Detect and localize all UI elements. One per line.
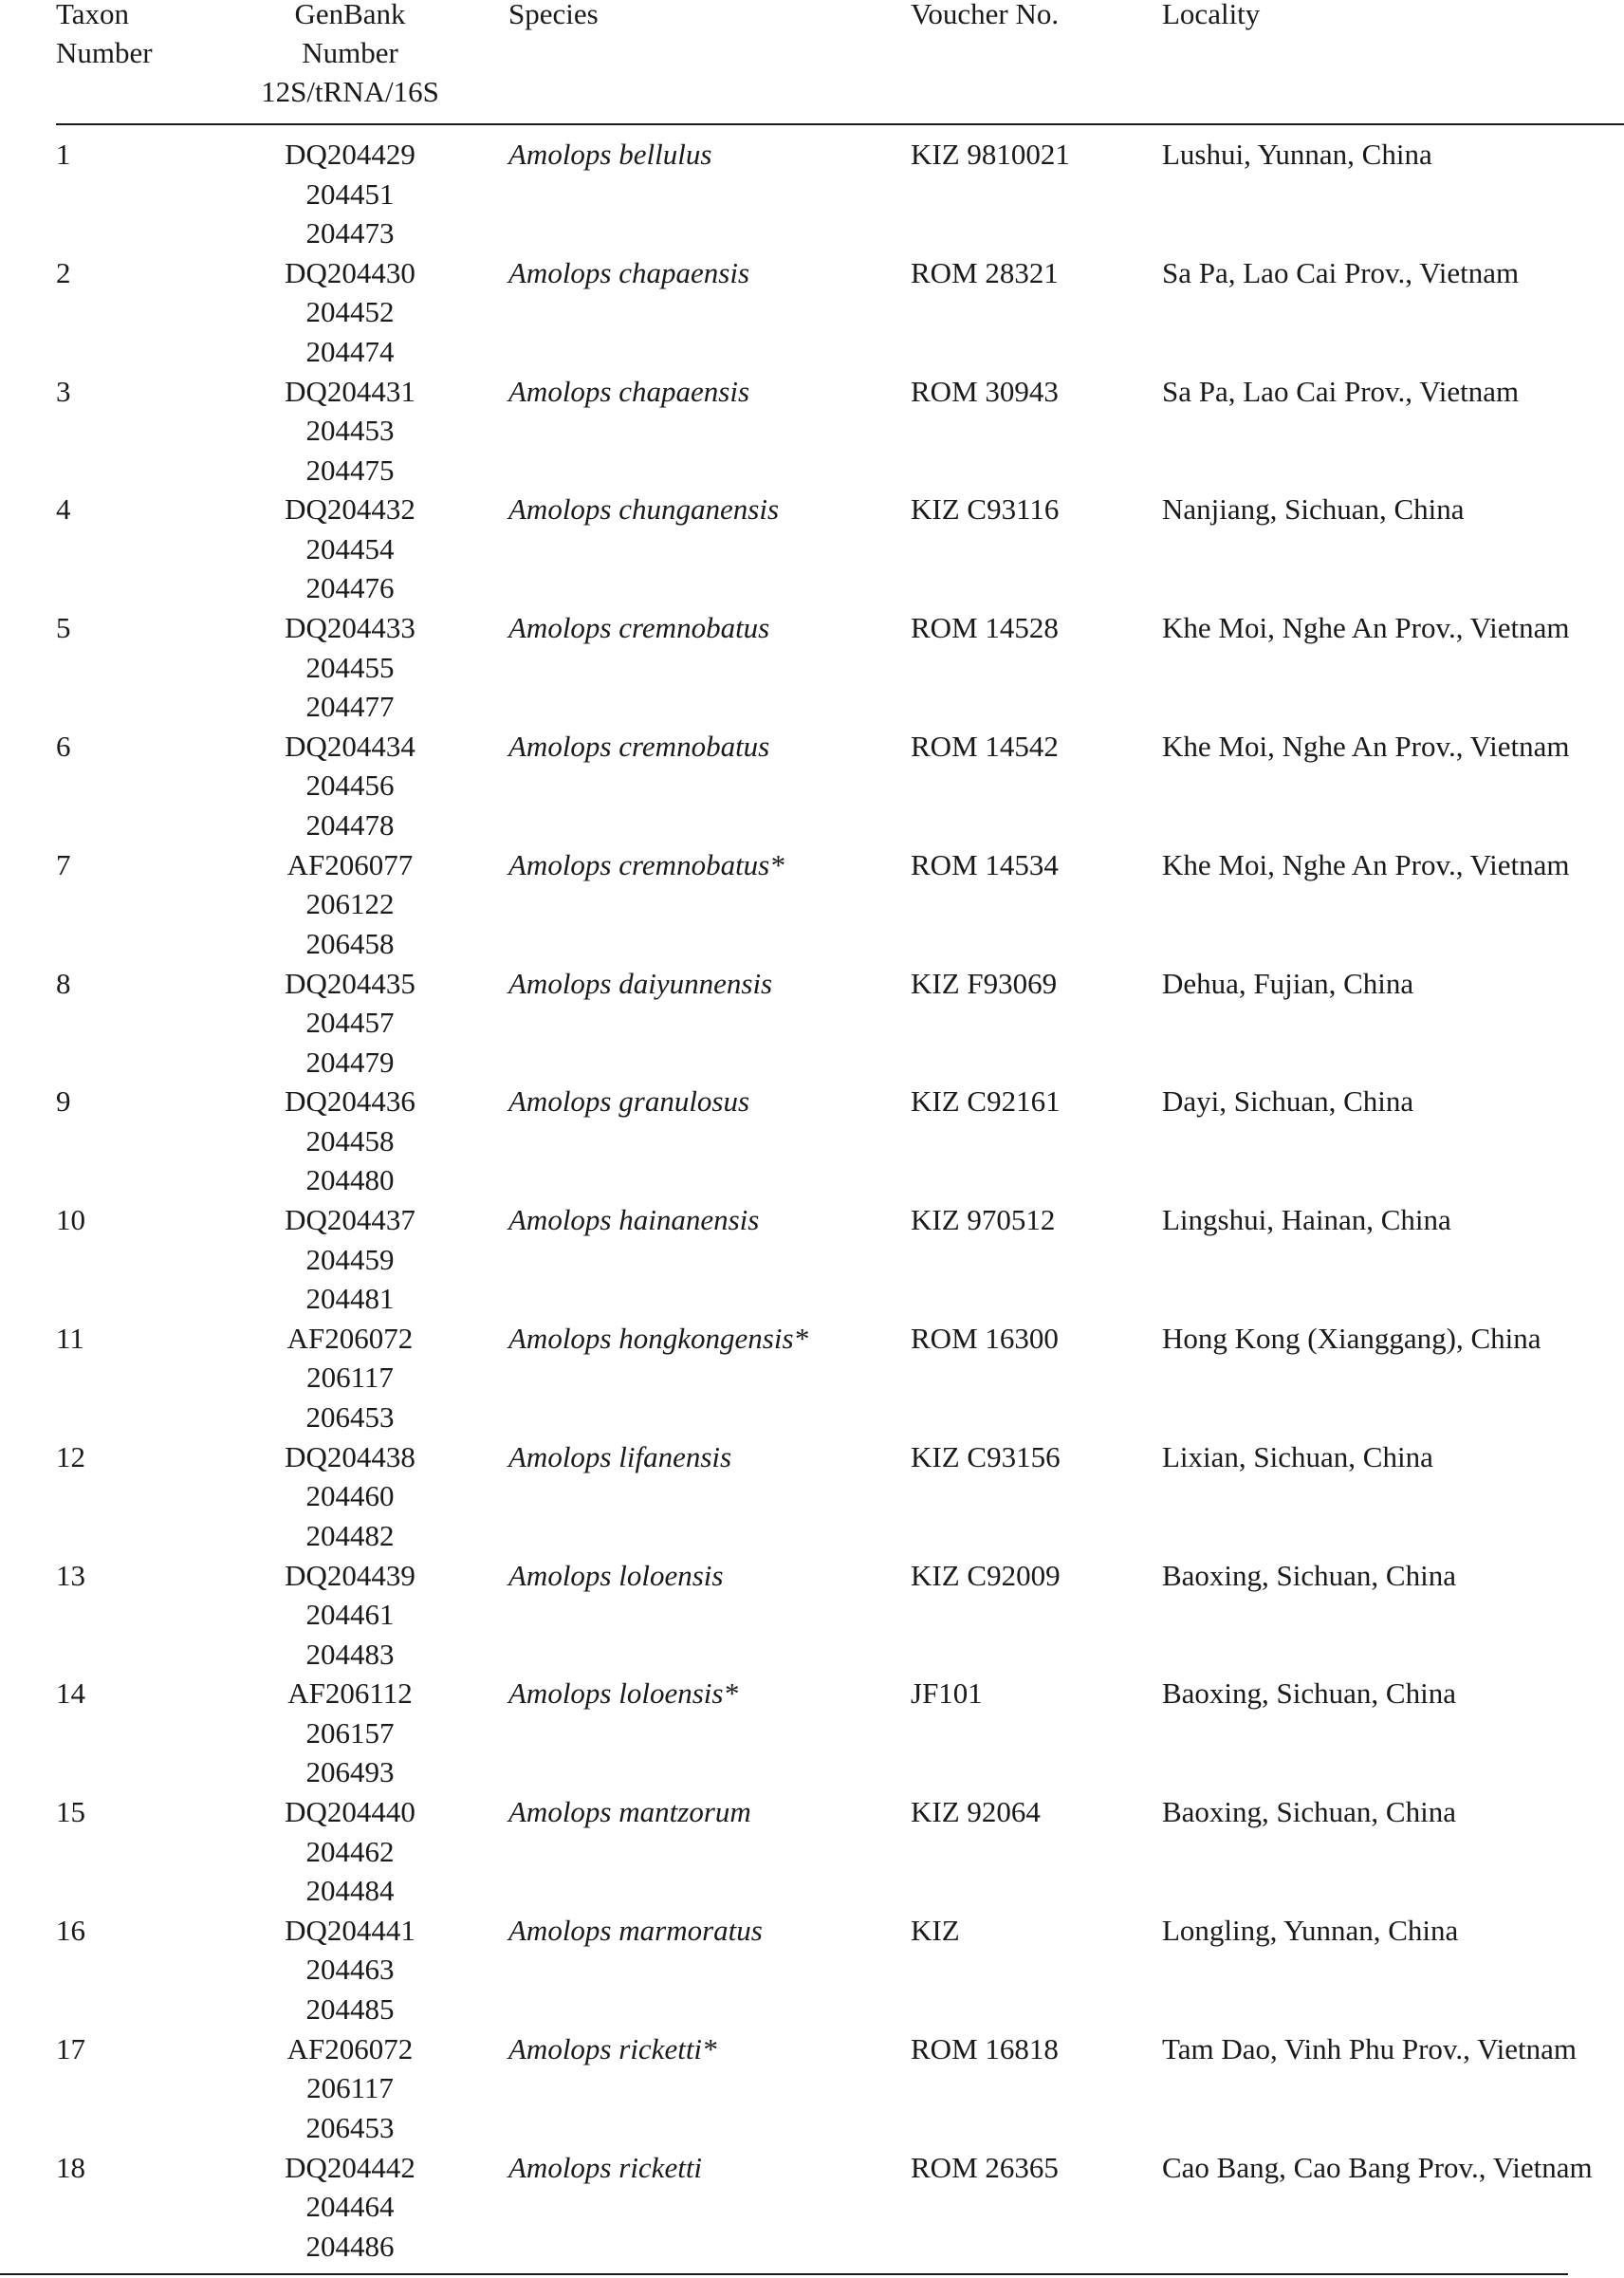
genbank-accession: 206458 bbox=[305, 926, 395, 960]
taxon-number-cell: 8 bbox=[56, 966, 71, 1000]
genbank-accession: 204451 bbox=[305, 176, 395, 211]
table-row bbox=[56, 1082, 1624, 1200]
genbank-accession: 204482 bbox=[305, 1518, 395, 1552]
genbank-accession: 206117 bbox=[306, 1361, 394, 1395]
genbank-accession: AF206112 bbox=[287, 1676, 413, 1711]
genbank-accession: 204481 bbox=[305, 1282, 395, 1316]
genbank-cell bbox=[208, 2148, 492, 2267]
species-cell: Amolops chapaensis bbox=[508, 374, 750, 408]
species-cell: Amolops ricketti* bbox=[508, 2031, 717, 2065]
genbank-accession: DQ204436 bbox=[285, 1084, 415, 1119]
genbank-cell bbox=[208, 727, 492, 845]
taxon-number-cell: 1 bbox=[56, 138, 71, 171]
genbank-accession: DQ204442 bbox=[285, 2150, 415, 2184]
genbank-accession: 204478 bbox=[305, 807, 395, 842]
table-row bbox=[56, 1792, 1624, 1911]
genbank-accession: 204477 bbox=[305, 690, 395, 724]
table-header bbox=[56, 0, 1624, 123]
locality-cell: Lixian, Sichuan, China bbox=[1162, 1439, 1433, 1473]
genbank-cell bbox=[208, 135, 492, 253]
genbank-cell bbox=[208, 1200, 492, 1319]
voucher-cell: KIZ C93156 bbox=[911, 1439, 1061, 1473]
header-voucher: Voucher No. bbox=[911, 0, 1060, 30]
species-cell: Amolops mantzorum bbox=[508, 1795, 751, 1829]
genbank-cell bbox=[208, 845, 492, 964]
table-row bbox=[56, 135, 1624, 253]
voucher-cell: KIZ C92161 bbox=[911, 1084, 1061, 1119]
genbank-cell bbox=[208, 253, 492, 372]
genbank-cell bbox=[208, 490, 492, 608]
genbank-accession: 204480 bbox=[305, 1163, 395, 1197]
genbank-accession: DQ204437 bbox=[285, 1203, 415, 1237]
genbank-accession: DQ204439 bbox=[285, 1558, 415, 1592]
table-row bbox=[56, 490, 1624, 608]
locality-cell: Sa Pa, Lao Cai Prov., Vietnam bbox=[1162, 374, 1520, 408]
taxon-number-cell: 11 bbox=[56, 1321, 84, 1355]
genbank-accession: DQ204433 bbox=[285, 611, 415, 645]
header-locality: Locality bbox=[1162, 0, 1261, 30]
genbank-cell bbox=[208, 1911, 492, 2029]
locality-cell: Hong Kong (Xianggang), China bbox=[1162, 1321, 1541, 1355]
genbank-accession: DQ204432 bbox=[285, 492, 415, 527]
genbank-cell bbox=[208, 2029, 492, 2148]
taxon-number-cell: 5 bbox=[56, 611, 71, 645]
voucher-cell: ROM 16818 bbox=[911, 2031, 1059, 2065]
genbank-accession: 204484 bbox=[305, 1874, 395, 1908]
genbank-accession: 204479 bbox=[305, 1045, 395, 1079]
genbank-accession: 206157 bbox=[305, 1715, 395, 1750]
taxon-number-cell: 18 bbox=[56, 2150, 85, 2184]
table-row bbox=[56, 1200, 1624, 1319]
genbank-accession: DQ204434 bbox=[285, 729, 415, 763]
genbank-cell bbox=[208, 608, 492, 727]
locality-cell: Khe Moi, Nghe An Prov., Vietnam bbox=[1162, 729, 1570, 763]
table-row bbox=[56, 1556, 1624, 1675]
genbank-accession: AF206072 bbox=[286, 1321, 414, 1355]
genbank-accession: DQ204429 bbox=[285, 138, 415, 171]
species-cell: Amolops chunganensis bbox=[508, 492, 780, 527]
genbank-accession: 206493 bbox=[305, 1755, 395, 1789]
genbank-cell bbox=[208, 1674, 492, 1792]
table-body bbox=[56, 135, 1624, 2266]
genbank-accession: 204453 bbox=[305, 414, 395, 448]
header-taxon-line: Number bbox=[56, 36, 153, 69]
taxon-number-cell: 2 bbox=[56, 255, 71, 289]
genbank-accession: 204454 bbox=[305, 531, 395, 565]
header-genbank-line: GenBank bbox=[294, 0, 406, 30]
taxon-number-cell: 12 bbox=[56, 1439, 85, 1473]
taxon-number-cell: 15 bbox=[56, 1795, 85, 1829]
voucher-cell: KIZ C93116 bbox=[911, 492, 1060, 527]
genbank-cell bbox=[208, 1319, 492, 1437]
taxon-number-cell: 16 bbox=[56, 1913, 85, 1947]
header-genbank-line: Number bbox=[302, 36, 398, 69]
voucher-cell: ROM 14534 bbox=[911, 847, 1059, 881]
species-cell: Amolops loloensis* bbox=[508, 1676, 738, 1711]
genbank-accession: 206453 bbox=[305, 1399, 395, 1434]
table-row bbox=[56, 608, 1624, 727]
species-cell: Amolops marmoratus bbox=[508, 1913, 763, 1947]
genbank-accession: DQ204438 bbox=[285, 1439, 415, 1473]
voucher-cell: ROM 28321 bbox=[911, 255, 1059, 289]
genbank-accession: 204462 bbox=[305, 1834, 395, 1868]
voucher-cell: KIZ bbox=[911, 1913, 960, 1947]
species-cell: Amolops hainanensis bbox=[508, 1203, 760, 1237]
species-cell: Amolops bellulus bbox=[508, 138, 712, 171]
genbank-accession: 204486 bbox=[305, 2229, 395, 2263]
specimen-table bbox=[56, 0, 1624, 2263]
genbank-accession: DQ204435 bbox=[285, 966, 415, 1000]
locality-cell: Sa Pa, Lao Cai Prov., Vietnam bbox=[1162, 255, 1520, 289]
genbank-accession: 204474 bbox=[305, 334, 395, 368]
locality-cell: Nanjiang, Sichuan, China bbox=[1162, 492, 1465, 527]
locality-cell: Baoxing, Sichuan, China bbox=[1162, 1795, 1456, 1829]
voucher-cell: ROM 14542 bbox=[911, 729, 1059, 763]
locality-cell: Lushui, Yunnan, China bbox=[1162, 138, 1432, 171]
locality-cell: Cao Bang, Cao Bang Prov., Vietnam bbox=[1162, 2150, 1593, 2184]
genbank-accession: 204459 bbox=[305, 1242, 395, 1276]
voucher-cell: ROM 30943 bbox=[911, 374, 1059, 408]
species-cell: Amolops loloensis bbox=[508, 1558, 724, 1592]
taxon-number-cell: 4 bbox=[56, 492, 71, 527]
table-row bbox=[56, 727, 1624, 845]
table-row bbox=[56, 253, 1624, 372]
table-row bbox=[56, 1319, 1624, 1437]
table-row bbox=[56, 2148, 1624, 2267]
genbank-cell bbox=[208, 1437, 492, 1556]
genbank-accession: DQ204441 bbox=[285, 1913, 415, 1947]
genbank-accession: 204452 bbox=[305, 295, 395, 329]
genbank-accession: 204483 bbox=[305, 1637, 395, 1671]
locality-cell: Dehua, Fujian, China bbox=[1162, 966, 1414, 1000]
table-row bbox=[56, 372, 1624, 491]
voucher-cell: KIZ 9810021 bbox=[911, 138, 1070, 171]
genbank-cell bbox=[208, 964, 492, 1083]
taxon-number-cell: 17 bbox=[56, 2031, 85, 2065]
genbank-accession: 206453 bbox=[305, 2110, 395, 2144]
species-cell: Amolops ricketti bbox=[508, 2150, 703, 2184]
genbank-accession: 204476 bbox=[305, 571, 395, 605]
header-genbank-number bbox=[208, 0, 492, 111]
table-row bbox=[56, 1437, 1624, 1556]
genbank-accession: 204460 bbox=[305, 1479, 395, 1513]
header-genbank-line: 12S/tRNA/16S bbox=[261, 75, 439, 108]
voucher-cell: KIZ C92009 bbox=[911, 1558, 1061, 1592]
genbank-accession: AF206072 bbox=[286, 2031, 414, 2065]
genbank-accession: DQ204430 bbox=[285, 255, 415, 289]
genbank-accession: 204475 bbox=[305, 453, 395, 487]
species-cell: Amolops cremnobatus bbox=[508, 611, 770, 645]
taxon-number-cell: 9 bbox=[56, 1084, 71, 1119]
genbank-accession: 204463 bbox=[305, 1953, 395, 1987]
species-cell: Amolops hongkongensis* bbox=[508, 1321, 809, 1355]
genbank-accession: AF206077 bbox=[286, 847, 414, 881]
header-species: Species bbox=[508, 0, 599, 30]
genbank-accession: 204473 bbox=[305, 216, 395, 250]
species-cell: Amolops daiyunnensis bbox=[508, 966, 773, 1000]
genbank-accession: 206117 bbox=[306, 2071, 394, 2105]
locality-cell: Dayi, Sichuan, China bbox=[1162, 1084, 1414, 1119]
genbank-cell bbox=[208, 372, 492, 491]
genbank-cell bbox=[208, 1556, 492, 1675]
taxon-number-cell: 7 bbox=[56, 847, 71, 881]
species-cell: Amolops chapaensis bbox=[508, 255, 750, 289]
voucher-cell: ROM 14528 bbox=[911, 611, 1059, 645]
voucher-cell: KIZ F93069 bbox=[911, 966, 1058, 1000]
voucher-cell: KIZ 92064 bbox=[911, 1795, 1041, 1829]
locality-cell: Tam Dao, Vinh Phu Prov., Vietnam bbox=[1162, 2031, 1577, 2065]
genbank-accession: 206122 bbox=[305, 887, 395, 921]
genbank-accession: 204455 bbox=[305, 650, 395, 684]
genbank-accession: 204461 bbox=[305, 1598, 395, 1632]
bottom-rule bbox=[0, 2273, 1568, 2275]
genbank-accession: 204458 bbox=[305, 1123, 395, 1158]
locality-cell: Khe Moi, Nghe An Prov., Vietnam bbox=[1162, 847, 1570, 881]
genbank-cell bbox=[208, 1792, 492, 1911]
genbank-accession: DQ204440 bbox=[285, 1795, 415, 1829]
locality-cell: Baoxing, Sichuan, China bbox=[1162, 1676, 1456, 1711]
voucher-cell: ROM 26365 bbox=[911, 2150, 1059, 2184]
genbank-accession: 204464 bbox=[305, 2190, 395, 2224]
locality-cell: Khe Moi, Nghe An Prov., Vietnam bbox=[1162, 611, 1570, 645]
species-cell: Amolops cremnobatus* bbox=[508, 847, 784, 881]
species-cell: Amolops cremnobatus bbox=[508, 729, 770, 763]
taxon-number-cell: 14 bbox=[56, 1676, 85, 1711]
table-row bbox=[56, 1674, 1624, 1792]
genbank-accession: 204457 bbox=[305, 1006, 395, 1040]
table-row bbox=[56, 845, 1624, 964]
table-row bbox=[56, 1911, 1624, 2029]
voucher-cell: KIZ 970512 bbox=[911, 1203, 1056, 1237]
taxon-number-cell: 6 bbox=[56, 729, 71, 763]
header-taxon-line: Taxon bbox=[56, 0, 130, 30]
table-row bbox=[56, 964, 1624, 1083]
locality-cell: Longling, Yunnan, China bbox=[1162, 1913, 1459, 1947]
header-rule bbox=[56, 123, 1624, 125]
genbank-cell bbox=[208, 1082, 492, 1200]
voucher-cell: JF101 bbox=[911, 1676, 983, 1711]
genbank-accession: 204485 bbox=[305, 1991, 395, 2026]
species-cell: Amolops granulosus bbox=[508, 1084, 750, 1119]
genbank-accession: 204456 bbox=[305, 769, 395, 803]
taxon-number-cell: 13 bbox=[56, 1558, 85, 1592]
taxon-number-cell: 10 bbox=[56, 1203, 85, 1237]
table-row bbox=[56, 2029, 1624, 2148]
species-cell: Amolops lifanensis bbox=[508, 1439, 732, 1473]
voucher-cell: ROM 16300 bbox=[911, 1321, 1059, 1355]
locality-cell: Baoxing, Sichuan, China bbox=[1162, 1558, 1456, 1592]
locality-cell: Lingshui, Hainan, China bbox=[1162, 1203, 1451, 1237]
genbank-accession: DQ204431 bbox=[285, 374, 415, 408]
taxon-number-cell: 3 bbox=[56, 374, 71, 408]
